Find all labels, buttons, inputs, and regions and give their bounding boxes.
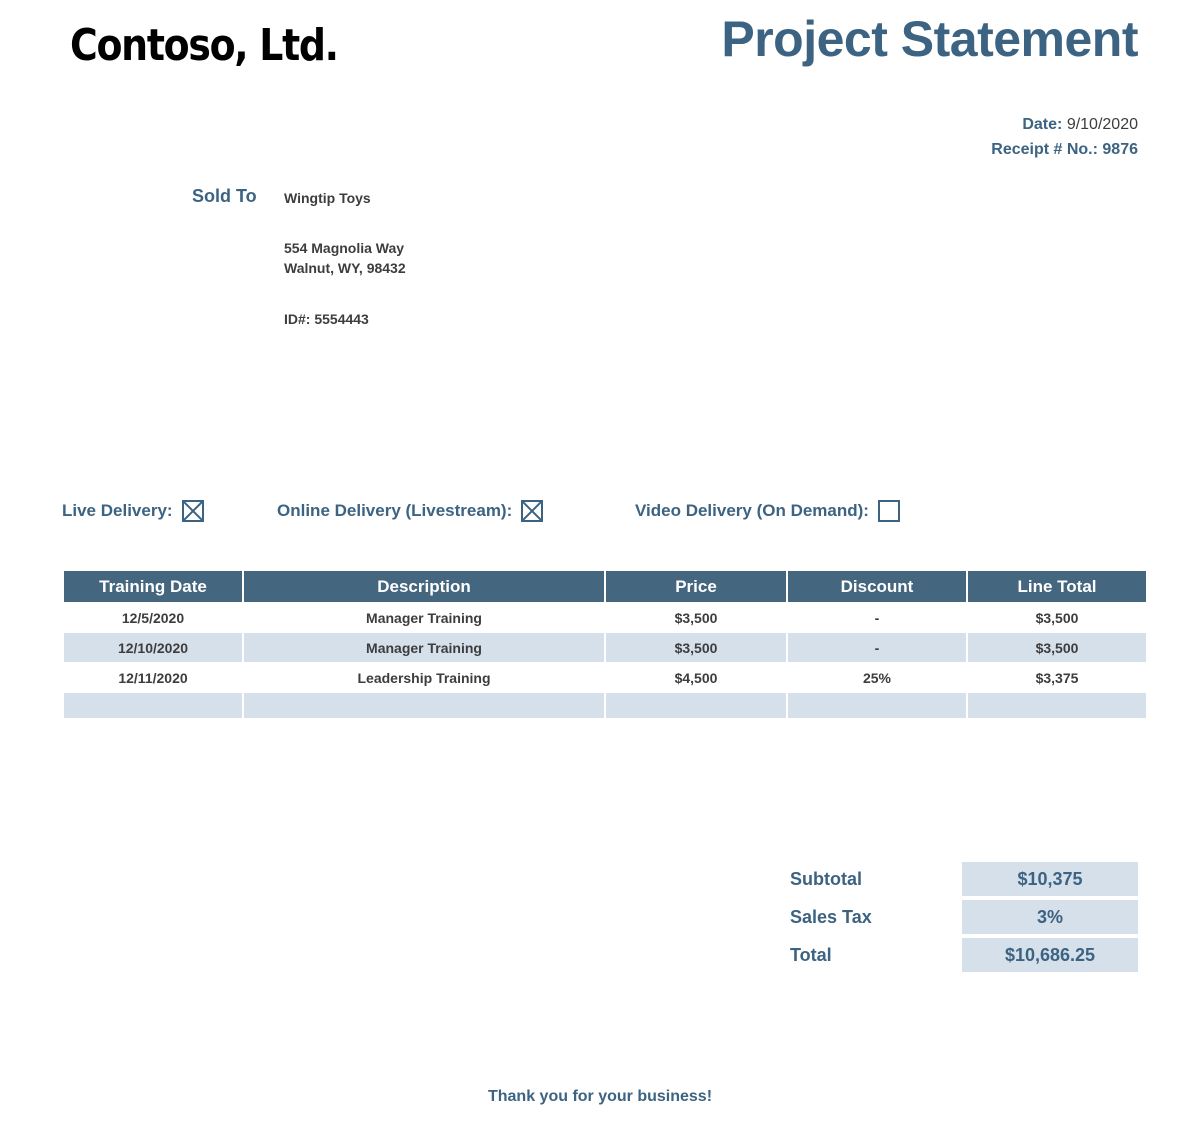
footer-message: Thank you for your business! bbox=[487, 1088, 713, 1105]
cell-discount bbox=[788, 693, 966, 718]
totals-section bbox=[790, 862, 1138, 976]
table-row bbox=[64, 603, 1146, 632]
line-items-table bbox=[62, 570, 1148, 719]
cell-discount: - bbox=[788, 603, 966, 632]
cell-description: Manager Training bbox=[244, 633, 604, 662]
table-header-row bbox=[64, 571, 1146, 602]
column-header-discount: Discount bbox=[788, 571, 966, 602]
cell-line-total bbox=[968, 693, 1146, 718]
cell-training-date: 12/5/2020 bbox=[64, 603, 242, 632]
column-header-line-total: Line Total bbox=[968, 571, 1146, 602]
cell-discount: 25% bbox=[788, 663, 966, 692]
delivery-label-video: Video Delivery (On Demand): bbox=[635, 501, 869, 520]
sold-to-id: ID#: 5554443 bbox=[284, 311, 369, 327]
cell-line-total: $3,500 bbox=[968, 633, 1146, 662]
cell-training-date: 12/10/2020 bbox=[64, 633, 242, 662]
cell-price bbox=[606, 693, 786, 718]
checkbox-video-delivery[interactable] bbox=[878, 500, 900, 522]
date-value: 9/10/2020 bbox=[1066, 116, 1138, 133]
sales-tax-value: 3% bbox=[962, 900, 1138, 934]
receipt-label: Receipt # No.: bbox=[991, 141, 1098, 158]
totals-row-total bbox=[790, 938, 1138, 972]
document-meta bbox=[991, 112, 1138, 162]
sales-tax-label: Sales Tax bbox=[790, 907, 872, 927]
column-header-description: Description bbox=[244, 571, 604, 602]
cell-price: $3,500 bbox=[606, 633, 786, 662]
totals-row-subtotal bbox=[790, 862, 1138, 896]
total-value: $10,686.25 bbox=[962, 938, 1138, 972]
checkbox-live-delivery[interactable] bbox=[182, 500, 204, 522]
table-row-empty bbox=[64, 693, 1146, 718]
total-label: Total bbox=[790, 945, 832, 965]
cell-price: $4,500 bbox=[606, 663, 786, 692]
delivery-option-online[interactable] bbox=[277, 500, 543, 522]
cell-training-date bbox=[64, 693, 242, 718]
sold-to-customer-name: Wingtip Toys bbox=[284, 190, 371, 206]
date-label: Date: bbox=[1022, 116, 1063, 133]
receipt-line bbox=[991, 137, 1138, 162]
cell-line-total: $3,500 bbox=[968, 603, 1146, 632]
company-logo-text: Contoso, Ltd. bbox=[70, 20, 338, 71]
sold-to-address bbox=[284, 238, 406, 278]
date-line bbox=[991, 112, 1138, 137]
page-title: Project Statement bbox=[721, 11, 1138, 67]
sold-to-label: Sold To bbox=[192, 186, 257, 206]
table-row bbox=[64, 633, 1146, 662]
address-line-1: 554 Magnolia Way bbox=[284, 240, 405, 256]
delivery-option-live[interactable] bbox=[62, 500, 204, 522]
column-header-training-date: Training Date bbox=[64, 571, 242, 602]
totals-row-sales-tax bbox=[790, 900, 1138, 934]
cell-price: $3,500 bbox=[606, 603, 786, 632]
cell-discount: - bbox=[788, 633, 966, 662]
cell-description bbox=[244, 693, 604, 718]
cell-training-date: 12/11/2020 bbox=[64, 663, 242, 692]
receipt-value: 9876 bbox=[1102, 141, 1138, 158]
cell-line-total: $3,375 bbox=[968, 663, 1146, 692]
checkbox-online-delivery[interactable] bbox=[521, 500, 543, 522]
cell-description: Manager Training bbox=[244, 603, 604, 632]
table-row bbox=[64, 663, 1146, 692]
delivery-options bbox=[62, 500, 1142, 534]
delivery-option-video[interactable] bbox=[635, 500, 900, 522]
cell-description: Leadership Training bbox=[244, 663, 604, 692]
address-line-2: Walnut, WY, 98432 bbox=[284, 260, 406, 276]
subtotal-label: Subtotal bbox=[790, 869, 862, 889]
column-header-price: Price bbox=[606, 571, 786, 602]
delivery-label-live: Live Delivery: bbox=[62, 501, 173, 520]
delivery-label-online: Online Delivery (Livestream): bbox=[277, 501, 513, 520]
subtotal-value: $10,375 bbox=[962, 862, 1138, 896]
